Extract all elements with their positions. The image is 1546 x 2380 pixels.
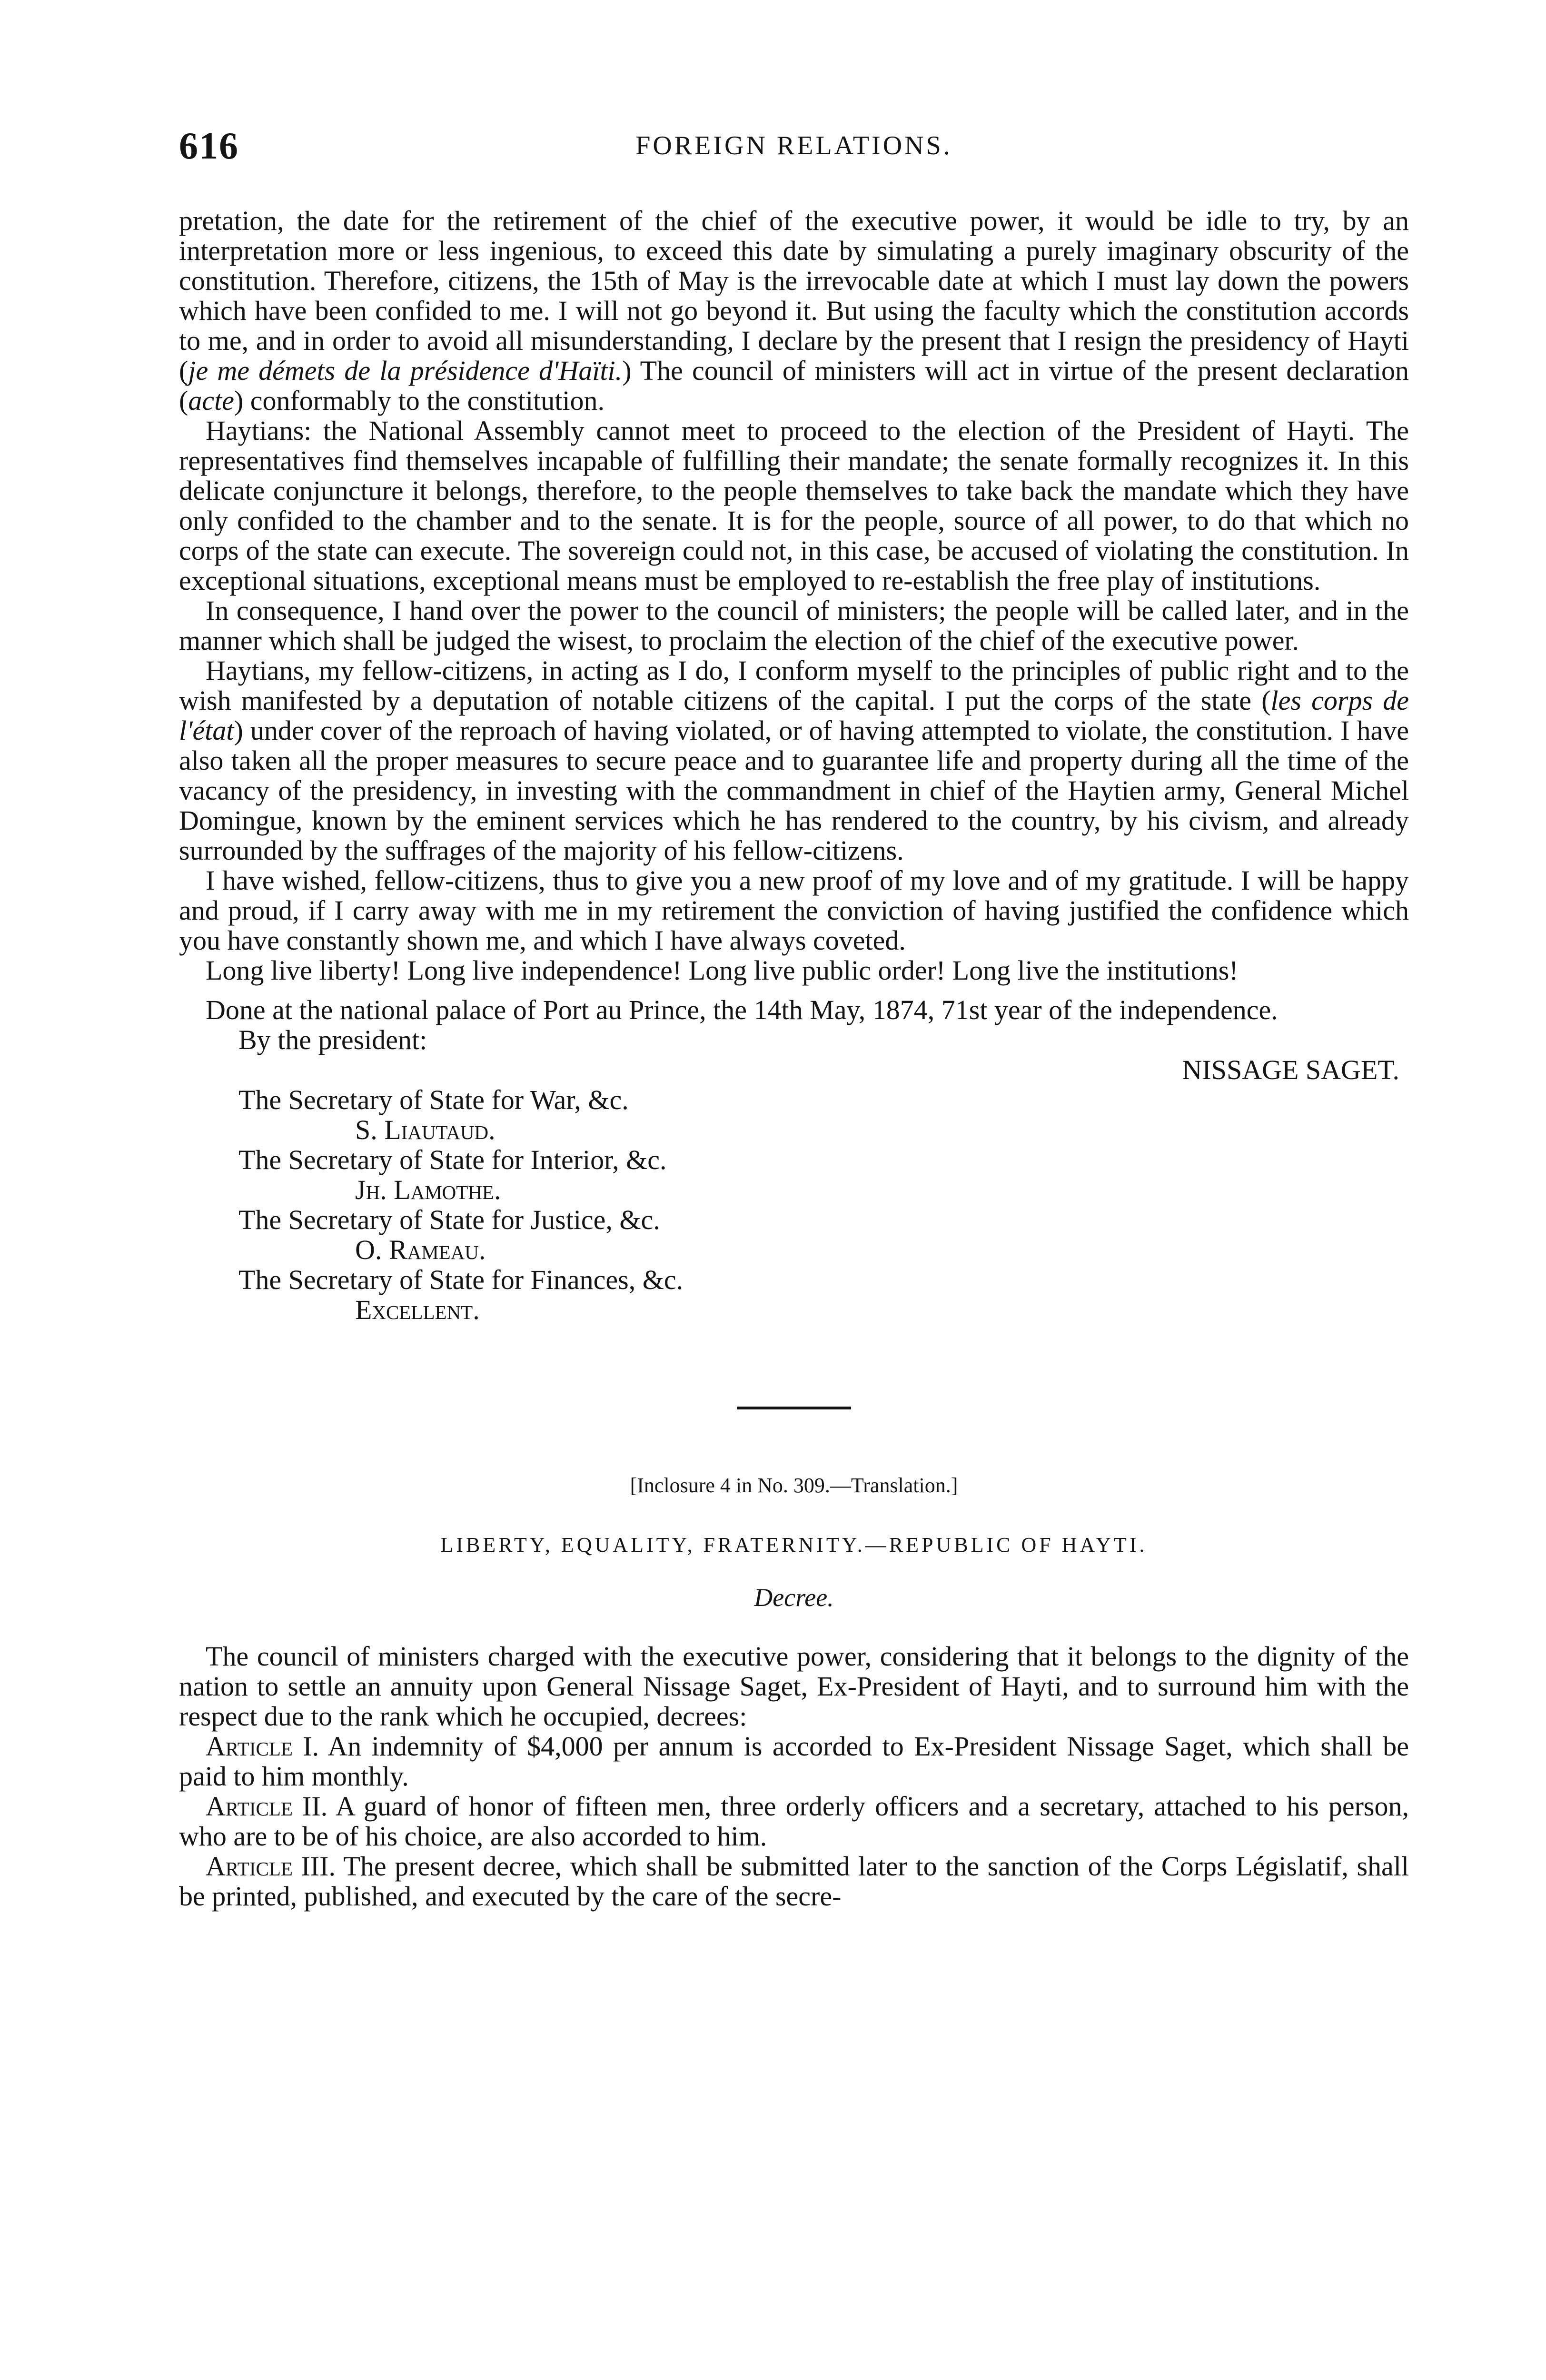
paragraph-gratitude: I have wished, fellow-citizens, thus to give you a new proof of my love and of my gratitude. I will be happy and proud, if I carry away with me in my retirement the conviction of having justified the confidence which you have constantly shown me, and which I have always coveted.: [179, 865, 1409, 956]
page-header: [179, 125, 1409, 172]
secretary-title: The Secretary of State for Finances, &c.: [238, 1264, 684, 1295]
by-the-president: By the president:: [238, 1024, 427, 1055]
secretary-name: O. Rameau.: [355, 1234, 486, 1265]
decree-article: Article I. An indemnity of $4,000 per annum is accorded to Ex-President Nissage Saget, which shall be paid to him monthly.: [179, 1731, 1409, 1792]
body-text: [179, 206, 1409, 1911]
french-term-corps: les corps de l'état: [179, 685, 1409, 746]
decree-article: Article II. A guard of honor of fifteen men, three orderly officers and a secretary, attached to his person, who are to be of his choice, are also accorded to him.: [179, 1791, 1409, 1852]
republic-motto: LIBERTY, EQUALITY, FRATERNITY.—REPUBLIC OF HAYTI.: [440, 1533, 1148, 1557]
paragraph-long-live: Long live liberty! Long live independence! Long live public order! Long live the institutions!: [206, 955, 1239, 986]
paragraph-resignation: pretation, the date for the retirement of the chief of the executive power, it would be idle to try, by an interpretation more or less ingenious, to exceed this date by simulating a purely imaginary obscurity of the constitution. Therefore, citizens, the 15th of May is the irrevocable date at which I must lay down the powers which have been confided to me. I will not go beyond it. But using the faculty which the constitution accords to me, and in order to avoid all misunderstanding, I declare by the present that I resign the presidency of Hayti (je me démets de la présidence d'Haïti.) The council of ministers will act in virtue of the present declaration (acte) conformably to the constitution.: [179, 205, 1409, 416]
running-head: FOREIGN RELATIONS.: [635, 131, 952, 160]
decree-preamble: The council of ministers charged with the executive power, considering that it belongs to the dignity of the nation to settle an annuity upon General Nissage Saget, Ex-President of Hayti, and to surround him with the respect due to the rank which he occupied, decrees:: [179, 1641, 1409, 1732]
french-term-acte: acte: [188, 385, 234, 416]
secretary-name: S. Liautaud.: [355, 1114, 496, 1145]
secretary-name: Excellent.: [355, 1294, 480, 1325]
page-number: 616: [179, 125, 239, 167]
decree-article: Article III. The present decree, which shall be submitted later to the sanction of the Corps Législatif, shall be printed, published, and executed by the care of the secre-: [179, 1851, 1409, 1912]
inclosure-heading: [Inclosure 4 in No. 309.—Translation.]: [630, 1474, 958, 1497]
section-divider: [737, 1407, 851, 1409]
president-signature: NISSAGE SAGET.: [1182, 1054, 1399, 1085]
secretary-title: The Secretary of State for War, &c.: [238, 1084, 629, 1115]
article-label: Article III.: [206, 1851, 336, 1882]
paragraph-fellow-citizens: Haytians, my fellow-citizens, in acting as I do, I conform myself to the principles of public right and to the wish manifested by a deputation of notable citizens of the capital. I put the corps of the state (les corps de l'état) under cover of the reproach of having violated, or of having attempted to violate, the constitution. I have also taken all the proper measures to secure peace and to guarantee life and property during all the time of the vacancy of the presidency, in investing with the commandment in chief of the Haytien army, General Michel Domingue, known by the eminent services which he has rendered to the country, by his civism, and already surrounded by the suffrages of the majority of his fellow-citizens.: [179, 655, 1409, 866]
french-quote: je me démets de la présidence d'Haïti.: [188, 355, 623, 386]
paragraph-national-assembly: Haytians: the National Assembly cannot meet to proceed to the election of the President of Hayti. The representatives find themselves incapable of fulfilling their mandate; the senate formally recognizes it. In this delicate conjuncture it belongs, therefore, to the people themselves to take back the mandate which they have only confided to the chamber and to the senate. It is for the people, source of all power, to do that which no corps of the state can execute. The sovereign could not, in this case, be accused of violating the constitution. In exceptional situations, exceptional means must be employed to re-establish the free play of institutions.: [179, 415, 1409, 596]
decree-title: Decree.: [754, 1583, 834, 1612]
secretary-title: The Secretary of State for Interior, &c.: [238, 1144, 667, 1175]
secretary-name: Jh. Lamothe.: [355, 1174, 501, 1205]
article-label: Article I.: [206, 1731, 319, 1762]
done-at-line: Done at the national palace of Port au Prince, the 14th May, 1874, 71st year of the independence.: [206, 994, 1278, 1025]
paragraph-consequence: In consequence, I hand over the power to the council of ministers; the people will be called later, and in the manner which shall be judged the wisest, to proclaim the election of the chief of the executive power.: [179, 595, 1409, 656]
article-label: Article II.: [206, 1791, 328, 1822]
secretaries-list: [179, 1085, 1409, 1325]
secretary-title: The Secretary of State for Justice, &c.: [238, 1204, 660, 1235]
